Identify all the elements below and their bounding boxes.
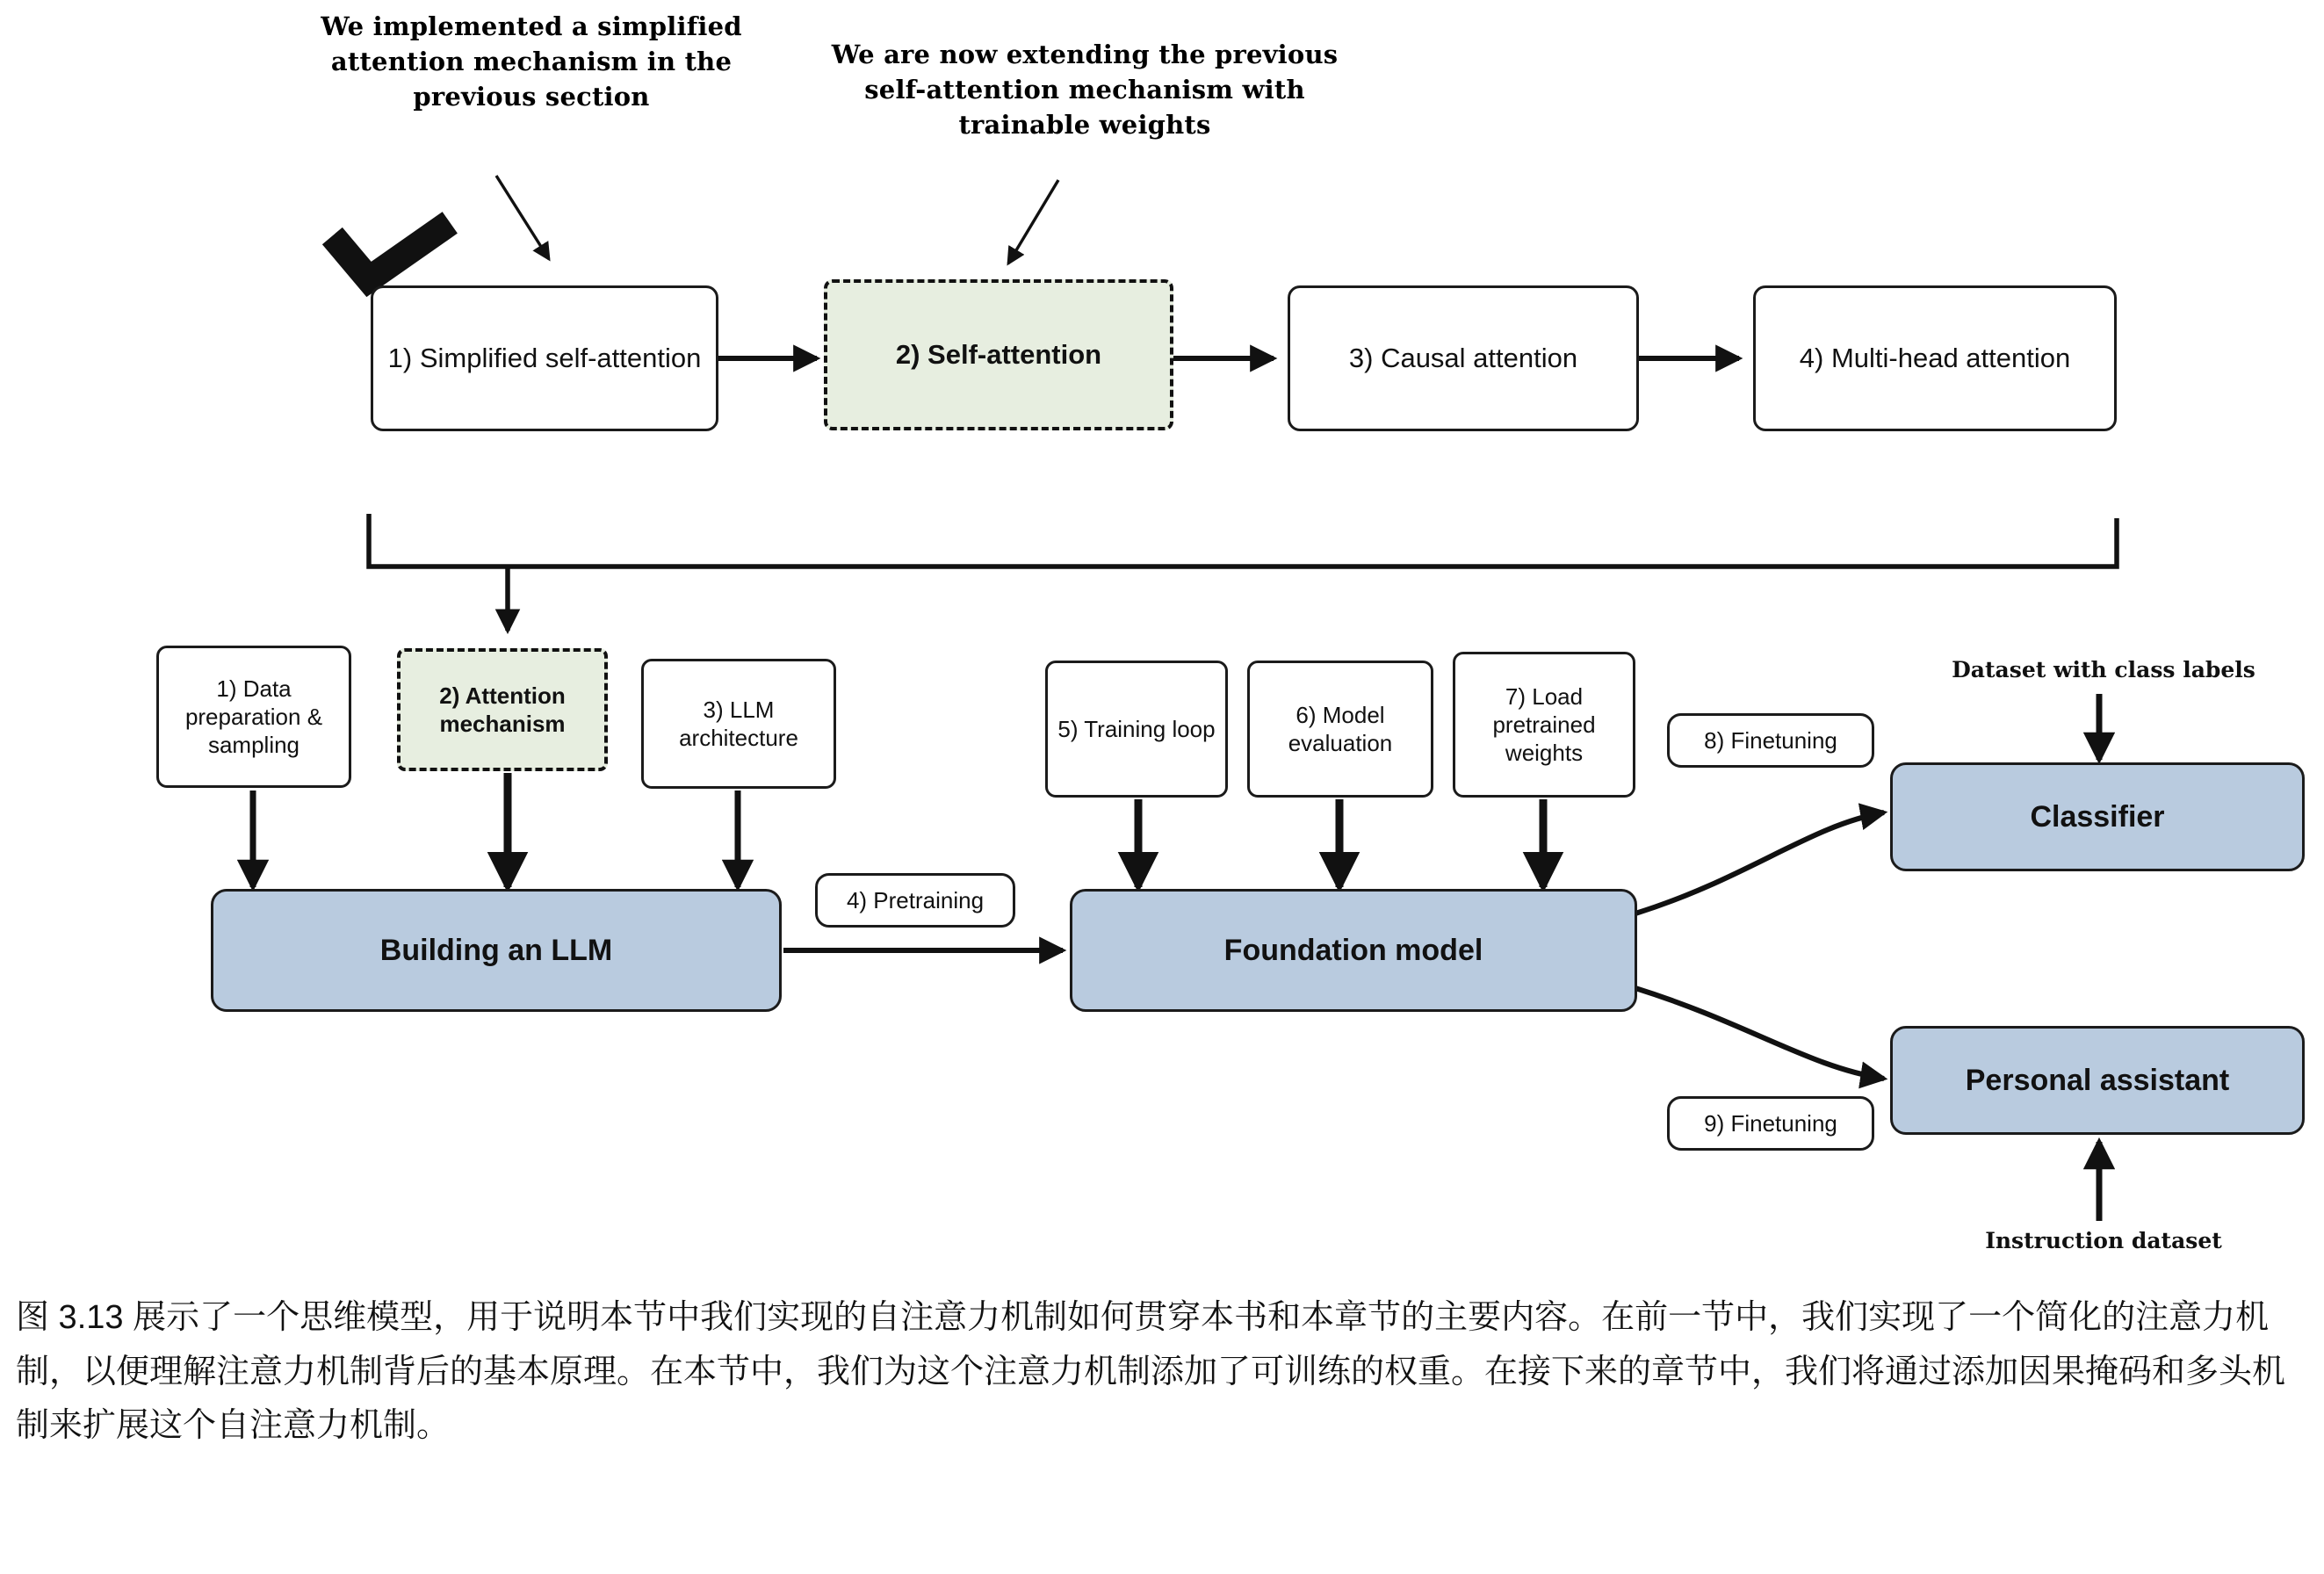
edge-label-pretraining[interactable] — [815, 873, 1015, 928]
stage-one-data-preparation[interactable] — [156, 646, 351, 788]
model-personal-assistant[interactable] — [1890, 1026, 2305, 1135]
stage-one-label: 2) Attention mechanism — [439, 682, 566, 737]
stage-two-model-evaluation[interactable] — [1247, 661, 1433, 798]
top-step-label: 3) Causal attention — [1348, 343, 1578, 374]
top-step-multi-head-attention[interactable] — [1753, 285, 2117, 431]
model-classifier[interactable] — [1890, 762, 2305, 871]
callout-left-text: We implemented a simplified attention mechanism in the previous section — [321, 11, 742, 112]
callout-right-text: We are now extending the previous self-attention mechanism with trainable weights — [831, 40, 1339, 141]
stage-two-load-pretrained-weights[interactable] — [1453, 652, 1635, 798]
edge-label-finetuning-classifier[interactable] — [1667, 713, 1874, 768]
figure-caption: 图 3.13 展示了一个思维模型，用于说明本节中我们实现的自注意力机制如何贯穿本书和本章节的主要内容。在前一节中，我们实现了一个简化的注意力机制，以便理解注意力机制背后的基本原理。在本节中，我们为这个注意力机制添加了可训练的权重。在接下来的章节中，我们将通过添加因果掩码和多头机制来扩展这个自注意力机制。 — [16, 1299, 2286, 1445]
model-label: Foundation model — [1223, 933, 1483, 967]
edge-label-finetuning-assistant[interactable] — [1667, 1096, 1874, 1151]
model-building-an-llm[interactable] — [211, 889, 782, 1012]
top-step-self-attention[interactable] — [824, 279, 1173, 430]
model-label: Personal assistant — [1965, 1063, 2230, 1097]
top-step-label: 1) Simplified self-attention — [387, 343, 702, 374]
model-label: Classifier — [2030, 799, 2165, 834]
stage-two-label: 7) Load pretrained weights — [1492, 682, 1596, 767]
stage-one-llm-architecture[interactable] — [641, 659, 836, 789]
stage-one-attention-mechanism[interactable] — [397, 648, 608, 771]
stage-two-label: 6) Model evaluation — [1288, 701, 1393, 756]
top-step-simplified-self-attention[interactable] — [371, 285, 718, 431]
edge-label-text: 8) Finetuning — [1704, 726, 1837, 754]
top-step-causal-attention[interactable] — [1288, 285, 1639, 431]
stage-one-label: 3) LLM architecture — [679, 696, 798, 751]
top-step-label: 2) Self-attention — [895, 339, 1102, 371]
stage-two-training-loop[interactable] — [1045, 661, 1228, 798]
stage-two-label: 5) Training loop — [1057, 715, 1216, 742]
edge-label-text: 4) Pretraining — [846, 886, 985, 913]
classifier-dataset-label: Dataset with class labels — [1952, 657, 2255, 682]
top-step-label: 4) Multi-head attention — [1799, 343, 2071, 374]
edge-label-text: 9) Finetuning — [1704, 1109, 1837, 1137]
model-label: Building an LLM — [379, 933, 613, 967]
assistant-dataset-label: Instruction dataset — [1985, 1228, 2222, 1253]
stage-one-label: 1) Data preparation & sampling — [184, 675, 323, 759]
model-foundation-model[interactable] — [1070, 889, 1637, 1012]
